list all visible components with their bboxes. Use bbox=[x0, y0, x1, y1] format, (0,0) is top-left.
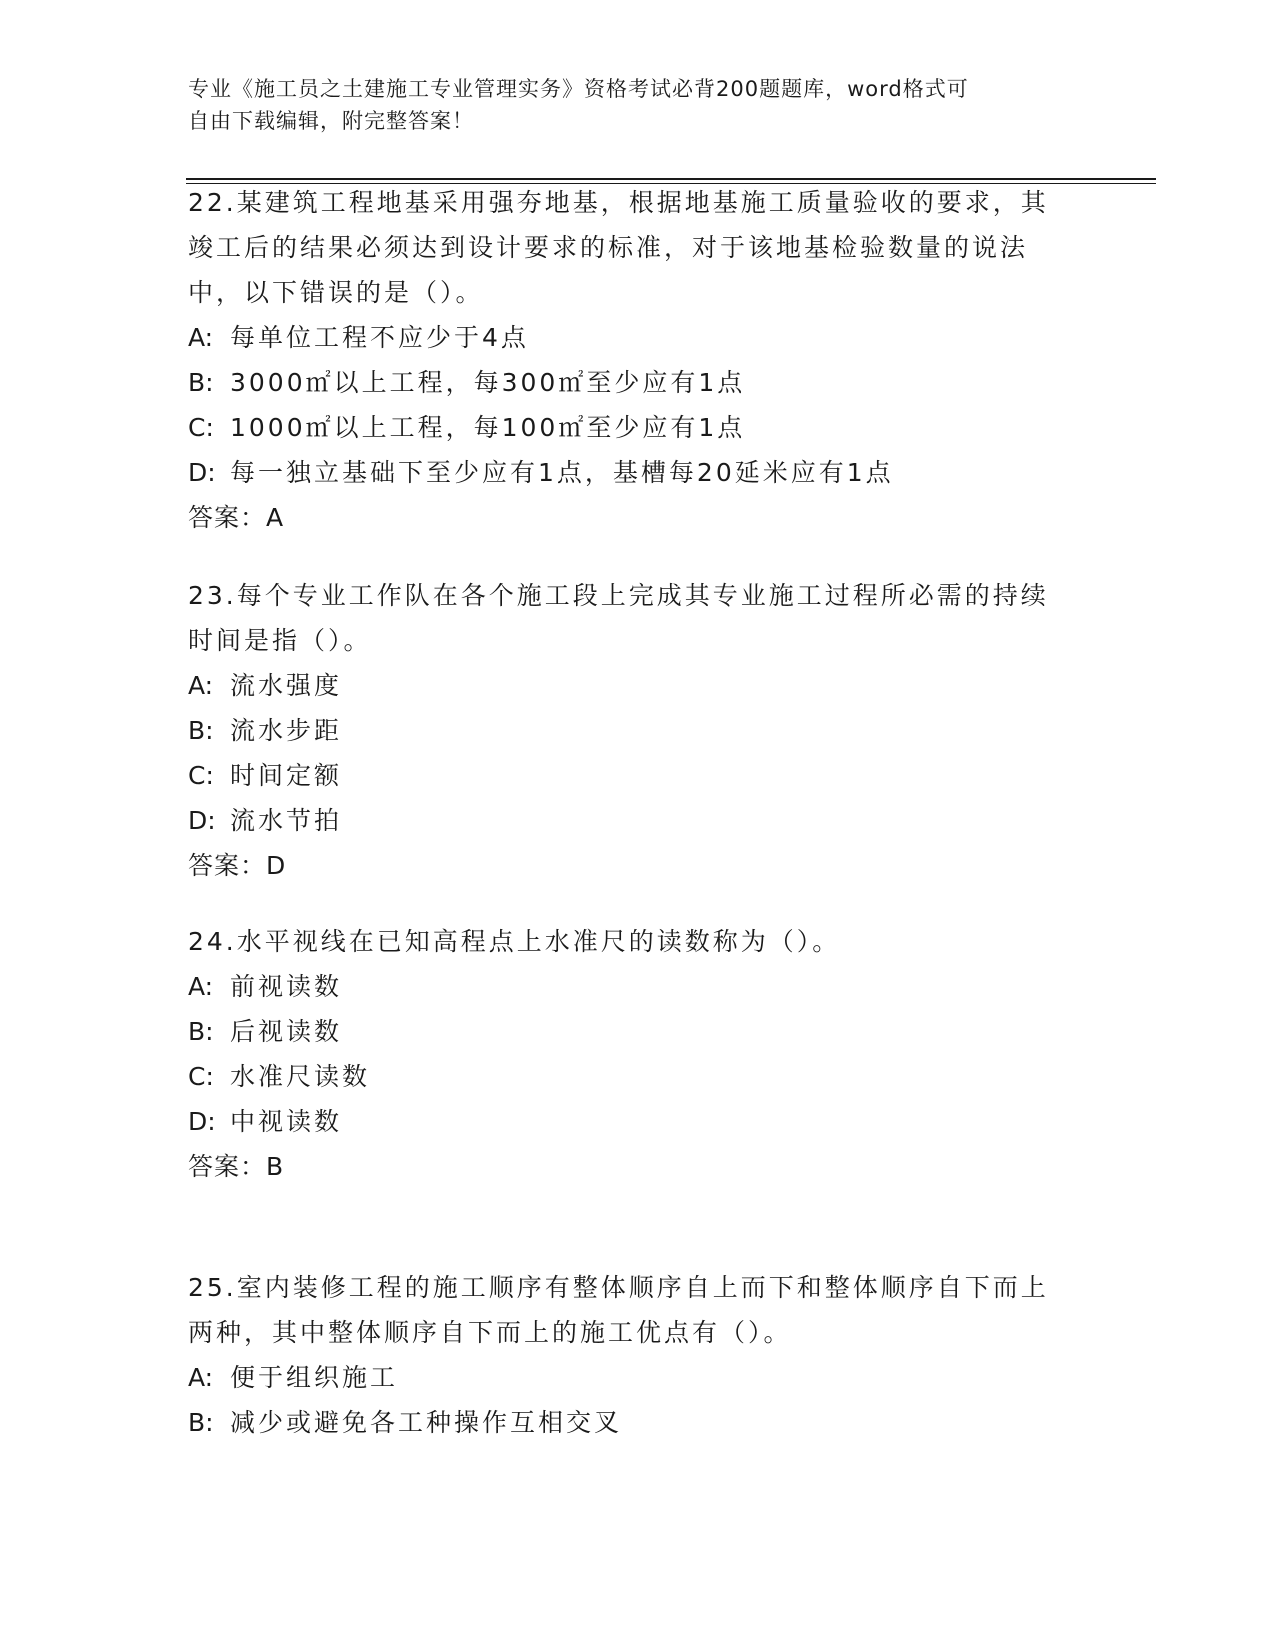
option-d bbox=[188, 798, 1068, 843]
option-a bbox=[188, 1355, 1068, 1400]
option-b bbox=[188, 360, 1068, 405]
option-text: 3000㎡以上工程，每300㎡至少应有1点 bbox=[230, 368, 746, 397]
option-key: A: bbox=[188, 972, 214, 1001]
question-stem-line: 25.室内装修工程的施工顺序有整体顺序自上而下和整体顺序自下而上 bbox=[188, 1273, 1049, 1302]
question-stem-line: 两种，其中整体顺序自下而上的施工优点有（）。 bbox=[188, 1318, 792, 1347]
question-stem-line: 23.每个专业工作队在各个施工段上完成其专业施工过程所必需的持续 bbox=[188, 581, 1049, 610]
question-23 bbox=[188, 573, 1068, 888]
option-c bbox=[188, 405, 1068, 450]
option-key: A: bbox=[188, 1363, 214, 1392]
option-a bbox=[188, 663, 1068, 708]
option-b bbox=[188, 708, 1068, 753]
option-key: B: bbox=[188, 1408, 214, 1437]
question-25 bbox=[188, 1265, 1068, 1445]
answer-line: 答案：B bbox=[188, 1152, 285, 1181]
question-stem-line: 时间是指（）。 bbox=[188, 626, 372, 655]
option-text: 便于组织施工 bbox=[230, 1363, 399, 1392]
answer-line: 答案：D bbox=[188, 851, 287, 880]
option-key: D: bbox=[188, 806, 216, 835]
option-text: 中视读数 bbox=[230, 1107, 343, 1136]
option-key: D: bbox=[188, 1107, 216, 1136]
option-b bbox=[188, 1400, 1068, 1445]
option-key: D: bbox=[188, 458, 216, 487]
option-text: 前视读数 bbox=[230, 972, 343, 1001]
option-text: 每单位工程不应少于4点 bbox=[230, 323, 529, 352]
option-text: 减少或避免各工种操作互相交叉 bbox=[230, 1408, 623, 1437]
answer-line: 答案：A bbox=[188, 503, 285, 532]
option-key: C: bbox=[188, 1062, 214, 1091]
option-key: C: bbox=[188, 761, 214, 790]
question-stem-line: 中，以下错误的是（）。 bbox=[188, 278, 484, 307]
header-line-1: 专业《施工员之土建施工专业管理实务》资格考试必背200题题库，word格式可 bbox=[188, 77, 969, 101]
option-a bbox=[188, 315, 1068, 360]
option-key: B: bbox=[188, 368, 214, 397]
option-text: 时间定额 bbox=[230, 761, 343, 790]
option-text: 1000㎡以上工程，每100㎡至少应有1点 bbox=[230, 413, 746, 442]
option-a bbox=[188, 964, 1068, 1009]
option-key: A: bbox=[188, 323, 214, 352]
option-text: 流水强度 bbox=[230, 671, 343, 700]
option-text: 每一独立基础下至少应有1点，基槽每20延米应有1点 bbox=[230, 458, 894, 487]
option-text: 流水步距 bbox=[230, 716, 343, 745]
option-key: B: bbox=[188, 1017, 214, 1046]
question-22 bbox=[188, 180, 1068, 540]
option-text: 后视读数 bbox=[230, 1017, 343, 1046]
option-d bbox=[188, 450, 1068, 495]
option-c bbox=[188, 753, 1068, 798]
header-line-2: 自由下载编辑，附完整答案！ bbox=[188, 109, 474, 133]
option-b bbox=[188, 1009, 1068, 1054]
document-header bbox=[188, 73, 1068, 137]
question-stem-line: 竣工后的结果必须达到设计要求的标准，对于该地基检验数量的说法 bbox=[188, 233, 1029, 262]
question-stem-line: 22.某建筑工程地基采用强夯地基，根据地基施工质量验收的要求，其 bbox=[188, 188, 1049, 217]
option-key: B: bbox=[188, 716, 214, 745]
option-c bbox=[188, 1054, 1068, 1099]
option-key: A: bbox=[188, 671, 214, 700]
question-24 bbox=[188, 919, 1068, 1189]
option-d bbox=[188, 1099, 1068, 1144]
question-stem-line: 24.水平视线在已知高程点上水准尺的读数称为（）。 bbox=[188, 927, 841, 956]
option-text: 水准尺读数 bbox=[230, 1062, 371, 1091]
option-key: C: bbox=[188, 413, 214, 442]
option-text: 流水节拍 bbox=[230, 806, 343, 835]
